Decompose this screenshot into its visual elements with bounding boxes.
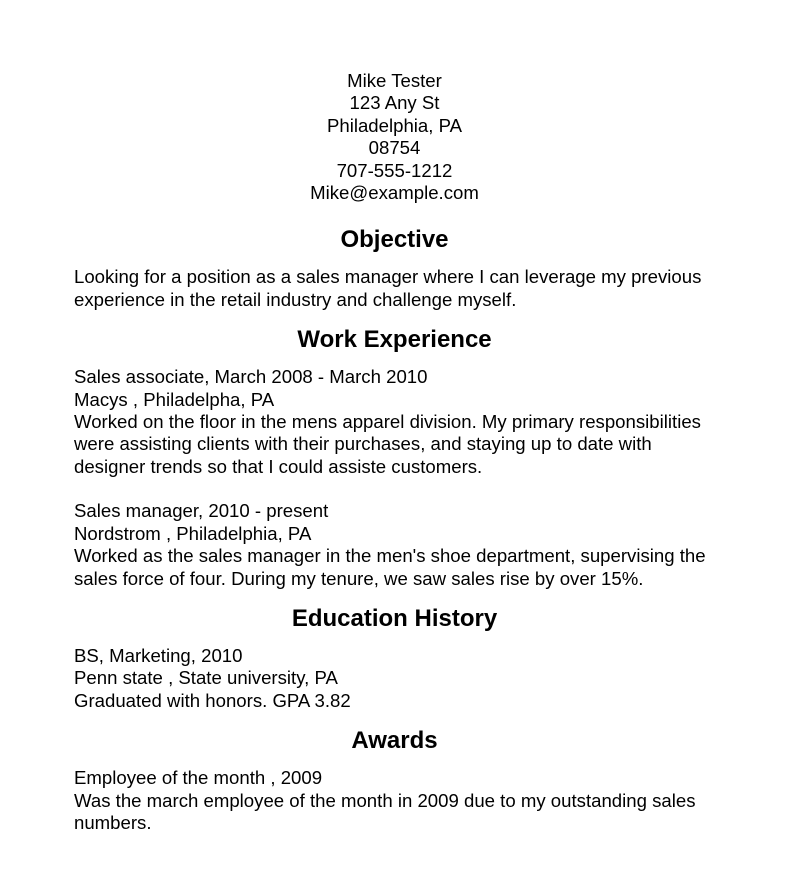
objective-text: Looking for a position as a sales manager where I can leverage my previous experience in the retail industry and challenge myself. (74, 266, 702, 310)
education-notes: Graduated with honors. GPA 3.82 (74, 689, 351, 711)
job-description: Worked on the floor in the mens apparel division. My primary responsibilities were assisting clients with their purchases, and staying up to date with designer trends so that I could assiste customers. (74, 411, 701, 477)
job-description: Worked as the sales manager in the men's shoe department, supervising the sales force of four. During my tenure, we saw sales rise by over 15%. (74, 545, 706, 589)
section-heading-work-experience: Work Experience (297, 326, 492, 354)
job-title-dates: Sales manager, 2010 - present (74, 500, 329, 522)
section-heading-education-history: Education History (291, 604, 498, 632)
education-entry (74, 645, 715, 712)
contact-name: Mike Tester (347, 70, 442, 91)
education-school: Penn state , State university, PA (74, 667, 338, 689)
job-entry-sales-manager (74, 500, 715, 590)
award-title: Employee of the month , 2009 (74, 767, 323, 789)
section-heading-objective: Objective (340, 226, 449, 254)
job-company-location: Macys , Philadelpha, PA (74, 388, 275, 410)
contact-city-state: Philadelphia, PA (326, 114, 463, 136)
job-company-location: Nordstrom , Philadelphia, PA (74, 522, 312, 544)
section-heading-awards: Awards (351, 727, 438, 755)
job-title-dates: Sales associate, March 2008 - March 2010 (74, 366, 428, 388)
job-entry-sales-associate (74, 366, 715, 478)
award-entry (74, 767, 715, 834)
education-degree: BS, Marketing, 2010 (74, 644, 243, 666)
contact-zip: 08754 (368, 137, 421, 159)
contact-header (74, 70, 715, 204)
contact-email: Mike@example.com (310, 182, 479, 204)
award-description: Was the march employee of the month in 2009 due to my outstanding sales numbers. (74, 789, 696, 833)
contact-street: 123 Any St (349, 92, 440, 114)
contact-phone: 707-555-1212 (336, 159, 453, 181)
